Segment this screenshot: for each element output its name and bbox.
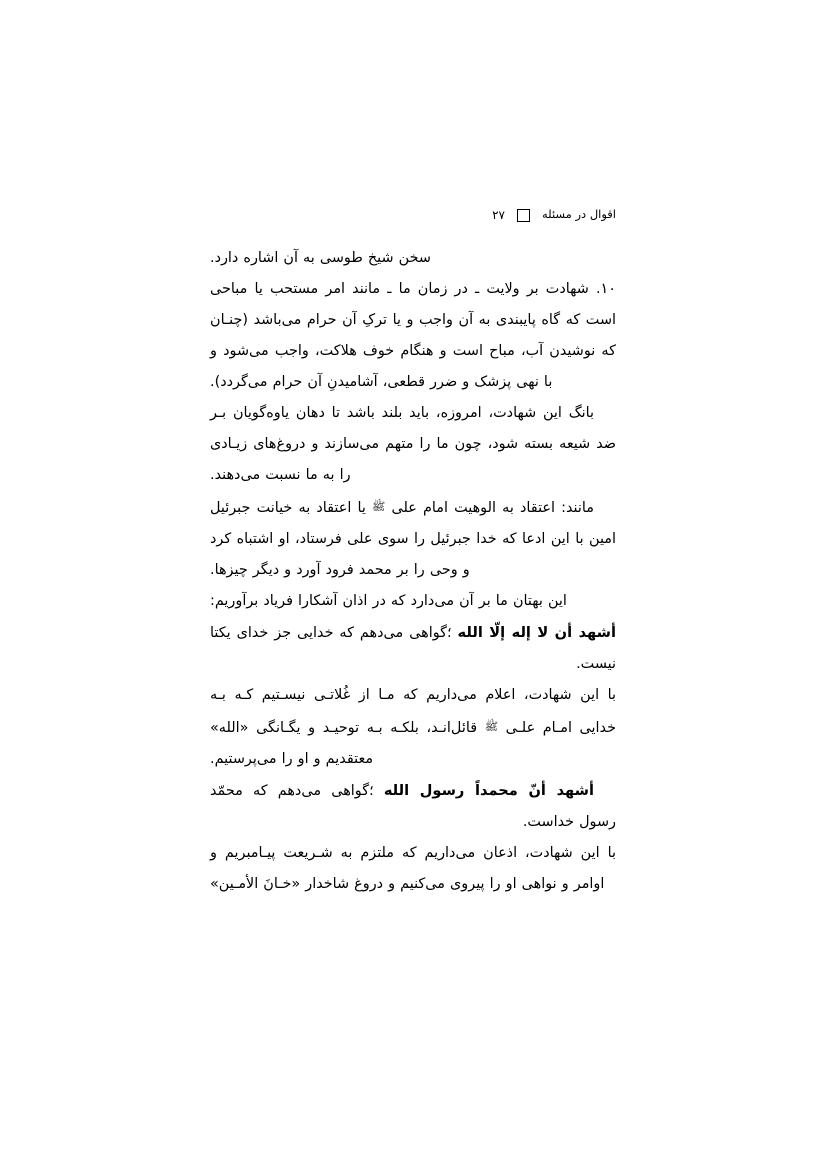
paragraph-4-part-2: یا اعتقاد به خیانت جبرئیل امین با این ادعا که خدا جبرئیل را سوی علی فرستاد، او اشتباه کرد و وحی را بر محمد فرود آورد و دیگر چیزها. [210,500,616,578]
paragraph-7 [210,680,616,775]
honorific-icon: ﷺ [484,720,498,733]
paragraph-3: بانگ این شهادت، امروزه، باید بلند باشد تا دهان یاوه‌گویان بـر ضد شیعه بسته شود، چون ما را متهم می‌سازند و دروغ‌های زیـادی را به ما نسبت می‌دهند. [210,405,616,483]
header-title: اقوال در مسئله [541,207,616,222]
paragraph-5: این بهتان ما بر آن می‌دارد که در اذان آشکارا فریاد برآوریم: [210,593,567,609]
shahada-tawhid-translation: ؛گواهی می‌دهم که خدایی جز خدای یکتا نیست. [210,625,616,672]
paragraph-7-part-2: قائل‌انـد، بلکـه بـه توحیـد و یگـانگی «الله» معتقدیم و او را می‌پرستیم. [210,720,485,767]
running-header [210,205,616,225]
paragraph-4-part-1: مانند: اعتقاد به الوهیت امام علی [385,500,594,516]
paragraph-9: با این شهادت، اذعان می‌داریم که ملتزم به شـریعت پیـامبریم و اوامر و نواهی او را پیروی می‌کنیم و دروغ شاخدار «خـانَ الأمـین» [210,845,616,892]
paragraph-8 [210,775,616,838]
paragraph-6 [210,617,616,680]
shahada-risala-phrase: أشهد أنّ محمداً رسول الله [383,782,594,799]
paragraph-1: سخن شیخ طوسی به آن اشاره دارد. [210,250,431,266]
honorific-icon: ﷺ [372,500,386,513]
shahada-risala-translation: ؛گواهی می‌دهم که محمّد رسول خداست. [210,783,616,830]
square-bullet-icon [517,209,530,222]
shahada-tawhid-phrase: أشهد أن لا إله إلّا الله [457,624,617,641]
paragraph-2: ۱۰. شهادت بر ولایت ـ در زمان ما ـ مانند امر مستحب یا مباحی است که گاه پایبندی به آن واجب و یا ترکِ آن حرام می‌باشد (چنـان که نوشیدن آب، مباح است و هنگام خوف هلاکت، واجب می‌شود و با نهی پزشک و ضرر قطعی، آشامیدنِ آن حرام می‌گردد). [210,281,616,390]
page-number: ۲۷ [492,208,505,222]
paragraph-4 [210,491,616,586]
page-content [210,205,616,900]
paragraph-7-part-1: با این شهادت، اعلام می‌داریم که مـا از غُلاتـی نیسـتیم کـه بـه خدایی امـام علـی [210,687,617,736]
